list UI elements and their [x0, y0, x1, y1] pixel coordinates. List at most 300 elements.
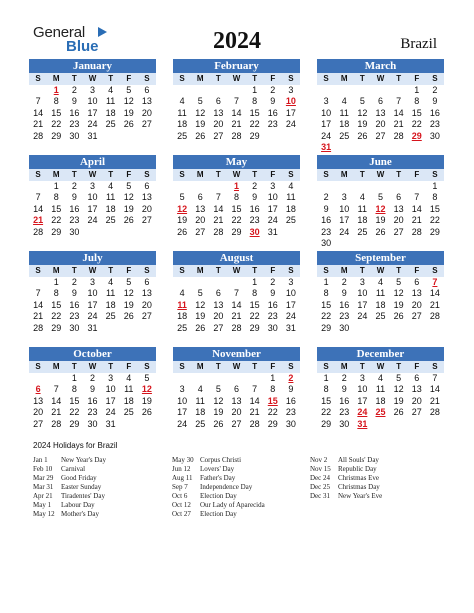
weekday-label: S	[288, 266, 294, 275]
day-cell: 28	[51, 418, 62, 429]
day-cell: 12	[123, 288, 134, 299]
holiday-row	[310, 474, 382, 483]
day-cell: 3	[179, 384, 185, 395]
holiday-name: New Year's Day	[61, 456, 107, 464]
weekday-label: W	[88, 266, 97, 275]
day-cell: 20	[411, 395, 422, 406]
day-cell: 1	[53, 277, 59, 287]
weekday-label: T	[215, 362, 221, 371]
day-cell: 20	[411, 299, 422, 310]
day-cell: 24	[177, 418, 188, 429]
day-cell: 22	[321, 311, 332, 322]
weekday-label: T	[108, 170, 114, 179]
holiday-date: Oct 27	[172, 510, 191, 518]
day-cell: 2	[323, 192, 329, 203]
weekday-label: S	[179, 170, 185, 179]
day-cell: 29	[51, 322, 62, 333]
weekday-label: W	[88, 362, 97, 371]
day-cell: 8	[252, 96, 258, 107]
day-cell: 28	[231, 322, 242, 333]
day-cell: 1	[432, 181, 438, 191]
day-cell: 11	[339, 107, 349, 118]
day-cell: 2	[71, 181, 77, 191]
day-cell: 9	[71, 192, 77, 203]
empty-cell	[191, 277, 209, 288]
weekday-header	[173, 265, 300, 277]
day-cell: 13	[375, 107, 386, 118]
holiday-day: 1	[53, 85, 59, 95]
holiday-date: Feb 10	[33, 465, 53, 473]
day-cell: 5	[396, 277, 402, 287]
empty-cell	[353, 181, 371, 192]
day-cell: 21	[231, 119, 242, 130]
empty-cell	[390, 85, 408, 96]
weekday-label: S	[323, 74, 329, 83]
day-cell: 25	[357, 226, 368, 237]
weekday-label: S	[179, 362, 185, 371]
day-cell: 24	[285, 119, 296, 130]
weekday-label: F	[126, 362, 132, 371]
day-cell: 29	[429, 226, 440, 237]
day-cell: 21	[213, 215, 224, 226]
weekday-label: T	[396, 362, 402, 371]
empty-cell	[209, 373, 227, 384]
weekday-label: F	[414, 74, 420, 83]
day-cell: 9	[71, 96, 77, 107]
day-cell: 1	[414, 85, 420, 95]
day-cell: 9	[89, 384, 95, 395]
month-august	[173, 251, 300, 334]
day-cell: 23	[429, 119, 440, 130]
day-cell: 22	[51, 215, 62, 226]
weekday-label: T	[71, 74, 77, 83]
day-cell: 16	[69, 299, 80, 310]
day-cell: 6	[144, 85, 150, 95]
holiday-name: Easter Sunday	[61, 483, 102, 491]
day-cell: 11	[105, 96, 116, 107]
holiday-row	[310, 456, 382, 465]
day-cell: 2	[341, 373, 347, 383]
day-cell: 18	[195, 407, 206, 418]
day-grid	[173, 277, 300, 334]
day-cell: 30	[429, 130, 440, 141]
holiday-row	[33, 465, 106, 474]
weekday-label: S	[432, 74, 438, 83]
weekday-label: S	[288, 362, 294, 371]
weekday-label: W	[232, 170, 241, 179]
day-grid	[173, 181, 300, 238]
day-cell: 27	[393, 226, 404, 237]
weekday-header	[317, 265, 444, 277]
day-cell: 23	[249, 215, 260, 226]
day-cell: 27	[231, 418, 242, 429]
weekday-label: M	[52, 74, 60, 83]
weekday-label: W	[232, 74, 241, 83]
day-cell: 30	[69, 322, 80, 333]
day-cell: 10	[177, 395, 188, 406]
day-cell: 29	[321, 322, 332, 333]
day-cell: 26	[123, 119, 134, 130]
weekday-label: S	[323, 362, 329, 371]
weekday-label: S	[323, 266, 329, 275]
day-cell: 16	[285, 395, 296, 406]
day-cell: 15	[231, 203, 242, 214]
month-january	[29, 59, 156, 142]
day-cell: 8	[233, 192, 239, 203]
holiday-name: Tiradentes' Day	[61, 492, 105, 500]
holiday-name: Election Day	[200, 492, 237, 500]
day-cell: 23	[69, 311, 80, 322]
day-cell: 7	[35, 96, 41, 107]
month-october	[29, 347, 156, 430]
weekday-label: T	[252, 170, 258, 179]
weekday-label: F	[270, 266, 276, 275]
day-cell: 16	[87, 395, 98, 406]
day-cell: 28	[429, 311, 440, 322]
day-cell: 31	[285, 322, 296, 333]
day-cell: 26	[213, 418, 224, 429]
day-cell: 3	[359, 277, 365, 287]
holiday-column	[310, 456, 382, 501]
day-cell: 5	[126, 277, 132, 287]
day-cell: 6	[144, 181, 150, 191]
day-cell: 4	[108, 181, 114, 191]
empty-cell	[209, 85, 227, 96]
day-cell: 23	[267, 311, 278, 322]
empty-cell	[191, 85, 209, 96]
day-cell: 15	[51, 299, 62, 310]
weekday-label: F	[414, 362, 420, 371]
weekday-label: S	[288, 170, 294, 179]
day-cell: 17	[177, 407, 188, 418]
day-cell: 17	[87, 203, 98, 214]
day-cell: 17	[321, 119, 332, 130]
day-cell: 9	[71, 288, 77, 299]
day-cell: 10	[339, 203, 350, 214]
month-june	[317, 155, 444, 249]
holiday-day: 31	[321, 141, 332, 152]
day-cell: 18	[123, 395, 134, 406]
day-cell: 5	[197, 288, 203, 299]
month-header: June	[317, 155, 444, 169]
holiday-date: Oct 6	[172, 492, 188, 500]
day-cell: 14	[393, 107, 404, 118]
day-cell: 28	[429, 407, 440, 418]
day-cell: 3	[89, 85, 95, 95]
weekday-label: S	[432, 170, 438, 179]
weekday-label: T	[215, 170, 221, 179]
weekday-header	[173, 169, 300, 181]
day-cell: 24	[267, 215, 278, 226]
day-cell: 16	[249, 203, 260, 214]
holiday-name: Father's Day	[200, 474, 236, 482]
month-header: November	[173, 347, 300, 361]
holiday-row	[172, 474, 265, 483]
day-cell: 27	[141, 311, 152, 322]
day-cell: 28	[33, 322, 44, 333]
day-cell: 21	[51, 407, 62, 418]
holiday-date: Mar 29	[33, 474, 54, 482]
day-grid	[29, 373, 156, 430]
day-cell: 1	[323, 373, 329, 383]
weekday-label: S	[144, 170, 150, 179]
holiday-name: Carnival	[61, 465, 86, 473]
holiday-name: Election Day	[200, 510, 237, 518]
holiday-day: 15	[267, 395, 278, 406]
holiday-date: Jun 12	[172, 465, 191, 473]
day-cell: 2	[341, 277, 347, 287]
day-cell: 3	[89, 181, 95, 191]
weekday-label: T	[252, 362, 258, 371]
month-header: July	[29, 251, 156, 265]
weekday-label: M	[52, 170, 60, 179]
weekday-label: F	[126, 170, 132, 179]
day-cell: 19	[375, 215, 386, 226]
day-cell: 7	[35, 192, 41, 203]
weekday-label: S	[179, 266, 185, 275]
weekday-label: S	[323, 170, 329, 179]
day-cell: 2	[270, 277, 276, 287]
day-cell: 22	[51, 119, 62, 130]
holiday-row	[172, 510, 265, 519]
day-cell: 18	[339, 119, 350, 130]
day-cell: 6	[414, 277, 420, 287]
day-cell: 26	[375, 226, 386, 237]
day-cell: 4	[197, 384, 203, 395]
holiday-name: Christmas Eve	[338, 474, 380, 482]
day-cell: 25	[339, 130, 350, 141]
holiday-row	[310, 465, 382, 474]
empty-cell	[227, 373, 245, 384]
holiday-date: May 30	[172, 456, 194, 464]
day-cell: 27	[213, 322, 224, 333]
day-grid	[317, 373, 444, 430]
day-cell: 12	[195, 107, 206, 118]
day-cell: 2	[71, 85, 77, 95]
day-cell: 30	[267, 322, 278, 333]
month-february	[173, 59, 300, 142]
empty-cell	[227, 277, 245, 288]
holiday-date: Nov 15	[310, 465, 331, 473]
day-cell: 16	[69, 107, 80, 118]
weekday-label: M	[340, 74, 348, 83]
day-cell: 29	[249, 322, 260, 333]
day-cell: 10	[87, 96, 98, 107]
day-grid	[317, 85, 444, 153]
month-july	[29, 251, 156, 334]
empty-cell	[191, 373, 209, 384]
day-cell: 2	[270, 85, 276, 95]
day-cell: 20	[213, 311, 224, 322]
day-cell: 23	[339, 311, 350, 322]
empty-cell	[173, 85, 191, 96]
month-april	[29, 155, 156, 238]
day-cell: 11	[357, 203, 368, 214]
holiday-day: 7	[432, 277, 438, 287]
day-cell: 8	[53, 192, 59, 203]
weekday-label: F	[414, 170, 420, 179]
month-header: December	[317, 347, 444, 361]
weekday-label: T	[71, 362, 77, 371]
month-november	[173, 347, 300, 430]
holiday-row	[172, 492, 265, 501]
day-cell: 11	[195, 395, 205, 406]
day-cell: 29	[267, 418, 278, 429]
day-cell: 18	[105, 203, 116, 214]
day-cell: 12	[123, 192, 134, 203]
day-cell: 11	[105, 288, 116, 299]
day-cell: 9	[432, 96, 438, 107]
weekday-label: F	[270, 74, 276, 83]
day-cell: 3	[270, 181, 276, 191]
day-cell: 6	[233, 384, 239, 395]
day-cell: 21	[231, 311, 242, 322]
weekday-label: M	[196, 74, 204, 83]
weekday-label: T	[108, 74, 114, 83]
day-cell: 19	[195, 119, 206, 130]
weekday-label: W	[88, 74, 97, 83]
day-cell: 23	[69, 215, 80, 226]
day-cell: 30	[321, 237, 332, 248]
day-cell: 14	[429, 288, 440, 299]
weekday-label: M	[196, 266, 204, 275]
weekday-header	[317, 361, 444, 373]
day-cell: 28	[33, 130, 44, 141]
day-cell: 6	[215, 96, 221, 107]
holiday-date: Nov 2	[310, 456, 328, 464]
weekday-label: T	[396, 266, 402, 275]
day-cell: 17	[87, 299, 98, 310]
day-cell: 23	[339, 407, 350, 418]
day-cell: 25	[375, 311, 386, 322]
holiday-day: 30	[249, 226, 260, 237]
day-cell: 21	[411, 215, 422, 226]
day-cell: 11	[105, 192, 116, 203]
day-grid	[173, 373, 300, 430]
day-cell: 18	[177, 119, 188, 130]
weekday-label: S	[144, 266, 150, 275]
day-cell: 16	[267, 299, 278, 310]
day-cell: 16	[339, 299, 350, 310]
weekday-label: T	[252, 266, 258, 275]
day-cell: 21	[33, 119, 44, 130]
empty-cell	[317, 181, 335, 192]
day-cell: 20	[141, 299, 152, 310]
day-cell: 23	[285, 407, 296, 418]
holiday-day: 2	[288, 373, 294, 383]
holiday-date: Mar 31	[33, 483, 54, 491]
day-cell: 12	[393, 288, 404, 299]
day-cell: 3	[341, 192, 347, 203]
day-cell: 3	[89, 277, 95, 287]
month-may	[173, 155, 300, 238]
day-cell: 13	[231, 395, 242, 406]
holiday-row	[33, 501, 106, 510]
empty-cell	[390, 181, 408, 192]
day-cell: 24	[87, 311, 98, 322]
day-cell: 10	[105, 384, 116, 395]
day-cell: 25	[105, 119, 116, 130]
day-cell: 8	[252, 288, 258, 299]
logo-general-text: General	[33, 24, 85, 41]
day-cell: 8	[270, 384, 276, 395]
weekday-header	[317, 73, 444, 85]
day-cell: 1	[323, 277, 329, 287]
day-cell: 31	[87, 130, 98, 141]
weekday-label: T	[215, 266, 221, 275]
weekday-label: S	[35, 74, 41, 83]
day-cell: 27	[33, 418, 44, 429]
day-cell: 28	[33, 226, 44, 237]
holiday-column	[172, 456, 265, 519]
day-cell: 24	[357, 311, 368, 322]
day-cell: 25	[285, 215, 296, 226]
day-cell: 19	[141, 395, 152, 406]
day-cell: 5	[144, 373, 150, 383]
day-cell: 8	[53, 288, 59, 299]
day-cell: 21	[429, 299, 440, 310]
weekday-header	[29, 73, 156, 85]
day-cell: 29	[51, 226, 62, 237]
day-cell: 14	[231, 299, 242, 310]
day-cell: 14	[411, 203, 422, 214]
day-cell: 20	[231, 407, 242, 418]
day-cell: 3	[288, 85, 294, 95]
holiday-day: 10	[285, 96, 296, 107]
holiday-day: 6	[35, 384, 41, 395]
day-cell: 3	[323, 96, 329, 107]
weekday-label: S	[144, 74, 150, 83]
day-grid	[29, 277, 156, 334]
day-cell: 14	[33, 299, 44, 310]
day-cell: 26	[393, 311, 404, 322]
weekday-label: M	[196, 170, 204, 179]
month-header: October	[29, 347, 156, 361]
empty-cell	[371, 85, 389, 96]
empty-cell	[227, 85, 245, 96]
day-cell: 13	[141, 288, 152, 299]
weekday-label: S	[432, 362, 438, 371]
holiday-date: Aug 11	[172, 474, 193, 482]
day-cell: 7	[396, 96, 402, 107]
empty-cell	[29, 373, 47, 384]
day-cell: 7	[233, 96, 239, 107]
day-cell: 11	[286, 192, 296, 203]
weekday-label: W	[376, 74, 385, 83]
day-cell: 21	[393, 119, 404, 130]
weekday-label: T	[359, 362, 365, 371]
day-cell: 22	[51, 311, 62, 322]
day-cell: 19	[393, 299, 404, 310]
month-header: September	[317, 251, 444, 265]
holiday-name: Independence Day	[200, 483, 253, 491]
day-cell: 4	[108, 277, 114, 287]
holiday-date: Oct 12	[172, 501, 191, 509]
day-cell: 5	[396, 373, 402, 383]
day-cell: 19	[123, 107, 134, 118]
holiday-name: Good Friday	[61, 474, 97, 482]
day-cell: 9	[341, 288, 347, 299]
weekday-header	[317, 169, 444, 181]
day-cell: 14	[249, 395, 260, 406]
day-cell: 12	[195, 299, 206, 310]
day-cell: 4	[108, 85, 114, 95]
month-header: April	[29, 155, 156, 169]
day-cell: 6	[144, 277, 150, 287]
day-cell: 18	[177, 311, 188, 322]
empty-cell	[371, 181, 389, 192]
day-cell: 18	[357, 215, 368, 226]
